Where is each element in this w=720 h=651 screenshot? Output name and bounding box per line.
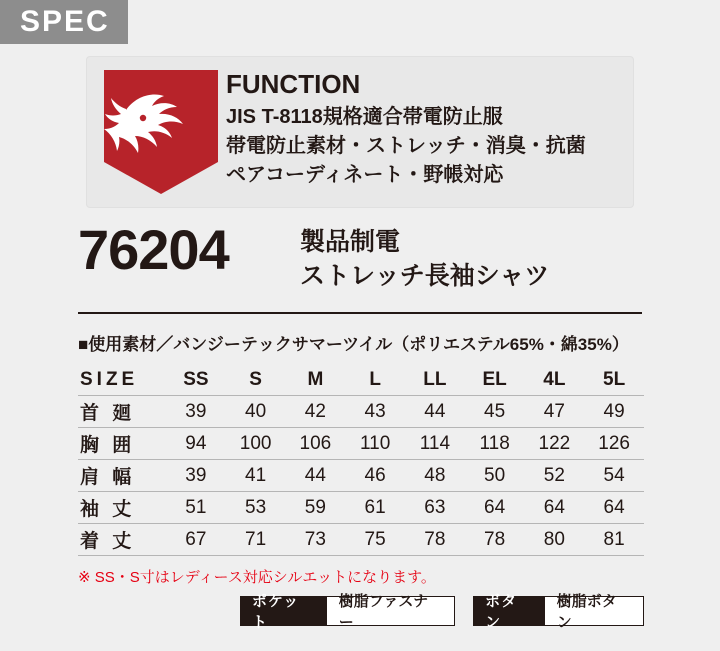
cell-chest-m: 106 [286,428,346,460]
cell-shoulder-ss: 39 [166,460,226,492]
row-label-shoulder: 肩 幅 [78,460,166,492]
cell-sleeve-l: 61 [345,492,405,524]
function-line-2: 帯電防止素材・ストレッチ・消臭・抗菌 [226,134,586,157]
cell-length-4l: 80 [525,524,585,556]
cell-sleeve-ll: 63 [405,492,465,524]
cell-length-5l: 81 [584,524,644,556]
table-row [78,492,644,524]
row-label-chest: 胸 囲 [78,428,166,460]
cell-shoulder-4l: 52 [525,460,585,492]
cell-chest-el: 118 [465,428,525,460]
column-header-m: M [286,364,346,396]
column-header-s: S [226,364,286,396]
cell-chest-ss: 94 [166,428,226,460]
column-header-ll: LL [405,364,465,396]
row-label-length: 着 丈 [78,524,166,556]
spec-header-bar [0,0,128,44]
function-panel [86,56,634,208]
cell-chest-s: 100 [226,428,286,460]
cell-neck-m: 42 [286,396,346,428]
function-title: FUNCTION [226,69,361,99]
tag-button-key: ボタン [473,596,545,626]
cell-shoulder-s: 41 [226,460,286,492]
cell-chest-5l: 126 [584,428,644,460]
spec-header-label: SPEC [20,5,110,38]
dragon-crest-icon [96,66,226,198]
cell-neck-5l: 49 [584,396,644,428]
product-title-row [78,218,642,304]
function-text-block [226,70,624,190]
cell-length-ll: 78 [405,524,465,556]
table-row [78,524,644,556]
cell-shoulder-ll: 48 [405,460,465,492]
table-row [78,396,644,428]
cell-sleeve-s: 53 [226,492,286,524]
cell-chest-4l: 122 [525,428,585,460]
function-line-1: JIS T-8118規格適合帯電防止服 [226,105,503,128]
cell-chest-ll: 114 [405,428,465,460]
cell-sleeve-5l: 64 [584,492,644,524]
tag-pocket-key: ポケット [240,596,327,626]
tag-pocket-value: 樹脂ファスナー [327,596,456,626]
cell-shoulder-l: 46 [345,460,405,492]
cell-sleeve-4l: 64 [525,492,585,524]
cell-length-m: 73 [286,524,346,556]
column-header-ss: SS [166,364,226,396]
title-divider [78,312,642,314]
cell-shoulder-m: 44 [286,460,346,492]
tag-button-value: 樹脂ボタン [545,596,644,626]
cell-neck-ll: 44 [405,396,465,428]
cell-sleeve-ss: 51 [166,492,226,524]
product-name-line-1: 製品制電 [300,228,401,256]
cell-neck-el: 45 [465,396,525,428]
size-note: ※ SS・S寸はレディース対応シルエットになります。 [78,569,436,586]
cell-sleeve-el: 64 [465,492,525,524]
column-header-4l: 4L [525,364,585,396]
function-line-3: ペアコーディネート・野帳対応 [226,163,504,186]
tag-button [473,593,644,631]
cell-shoulder-el: 50 [465,460,525,492]
attribute-tags [240,593,644,631]
cell-sleeve-m: 59 [286,492,346,524]
column-header-l: L [345,364,405,396]
material-line: ■使用素材／バンジーテックサマーツイル（ポリエステル65%・綿35%） [78,335,629,354]
row-label-neck: 首 廻 [78,396,166,428]
table-header-row [78,364,644,396]
cell-length-l: 75 [345,524,405,556]
tag-pocket [240,593,455,631]
cell-neck-4l: 47 [525,396,585,428]
product-name-line-2: ストレッチ長袖シャツ [300,261,550,290]
column-header-el: EL [465,364,525,396]
product-name [300,226,549,294]
cell-length-el: 78 [465,524,525,556]
cell-neck-ss: 39 [166,396,226,428]
cell-chest-l: 110 [345,428,405,460]
cell-neck-l: 43 [345,396,405,428]
product-model-number: 76204 [78,218,229,281]
table-row [78,460,644,492]
size-spec-table [78,364,644,556]
cell-shoulder-5l: 54 [584,460,644,492]
cell-neck-s: 40 [226,396,286,428]
cell-length-s: 71 [226,524,286,556]
column-header-5l: 5L [584,364,644,396]
column-header-size: SIZE [78,364,166,396]
table-row [78,428,644,460]
row-label-sleeve: 袖 丈 [78,492,166,524]
cell-length-ss: 67 [166,524,226,556]
